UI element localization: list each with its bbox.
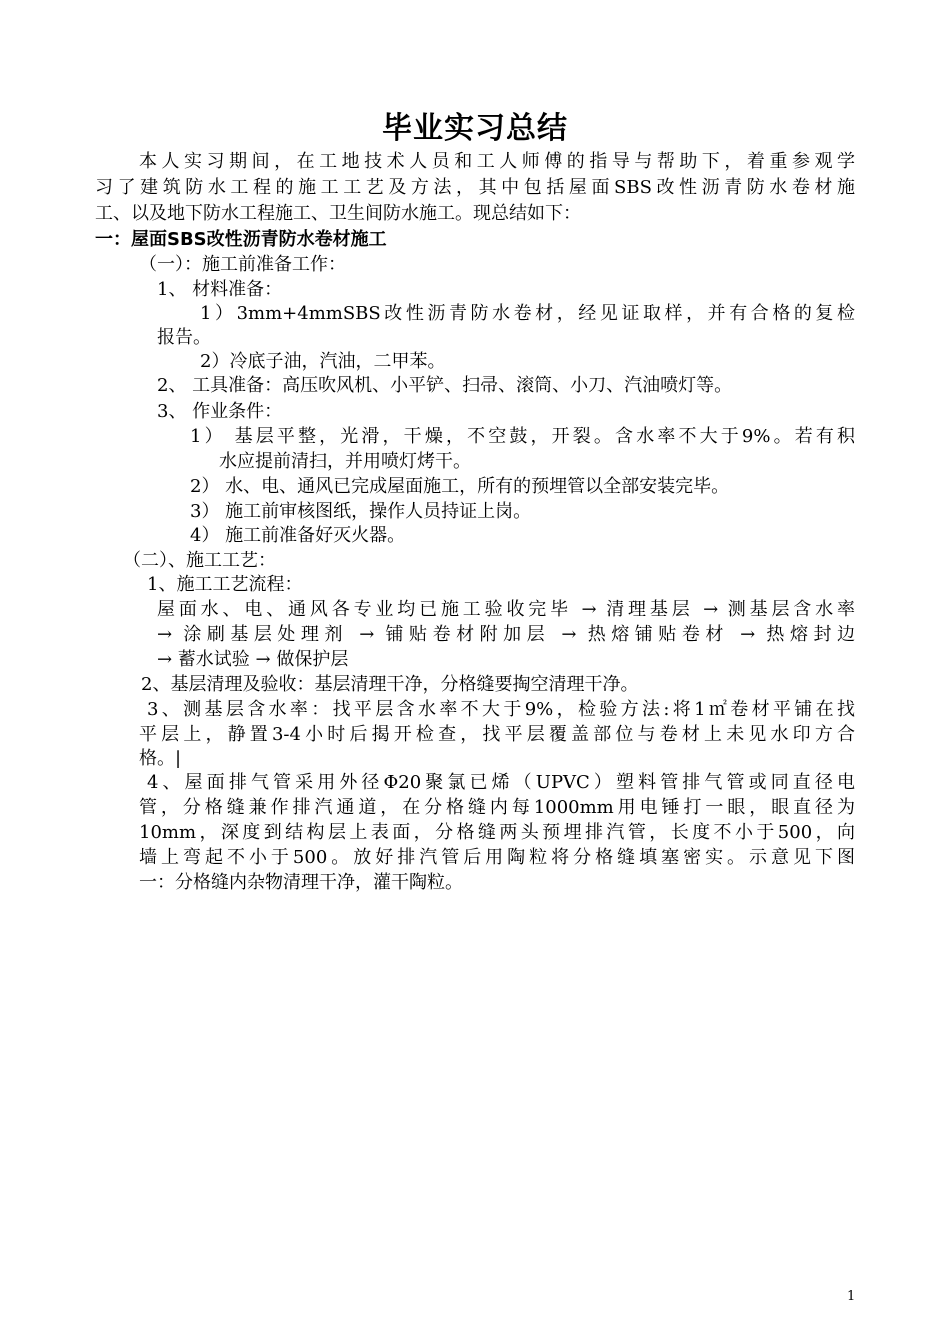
text-line: 2、基层清理及验收：基层清理干净，分格缝要掏空清理干净。 — [141, 674, 639, 695]
text-line: 1） 基层平整，光滑，干燥，不空鼓，开裂。含水率不大于9%。若有积 — [190, 426, 855, 447]
text-line: 3、 作业条件： — [157, 401, 283, 422]
text-line: 平层上，静置3-4小时后揭开检查，找平层覆盖部位与卷材上未见水印方合 — [139, 724, 855, 745]
text-line: 管，分格缝兼作排汽通道，在分格缝内每1000mm用电锤打一眼，眼直径为 — [139, 797, 855, 818]
text-line: 2）冷底子油，汽油，二甲苯。 — [200, 351, 446, 372]
text-line: 2、 工具准备：高压吹风机、小平铲、扫帚、滚筒、小刀、汽油喷灯等。 — [157, 375, 733, 396]
text-line: 10mm，深度到结构层上表面，分格缝两头预埋排汽管，长度不小于500，向 — [139, 822, 855, 843]
text-line: 本人实习期间，在工地技术人员和工人师傅的指导与帮助下，着重参观学 — [139, 151, 855, 172]
text-line: 4、屋面排气管采用外径Φ20聚氯已烯（UPVC）塑料管排气管或同直径电 — [147, 772, 855, 793]
text-line: 1、施工工艺流程： — [147, 574, 303, 595]
text-line: 4） 施工前准备好灭火器。 — [190, 525, 406, 546]
text-line: 2） 水、电、通风已完成屋面施工，所有的预埋管以全部安装完毕。 — [190, 476, 730, 497]
subsection-heading: （二）、施工工艺： — [123, 550, 276, 571]
subsection-heading: （一）：施工前准备工作： — [139, 254, 346, 275]
text-line: 报告。 — [157, 327, 211, 348]
text-line: → 蓄水试验 → 做保护层 — [157, 649, 349, 670]
text-line: 1）3mm+4mmSBS改性沥青防水卷材，经见证取样，并有合格的复检 — [200, 303, 855, 324]
text-line: 3） 施工前审核图纸，操作人员持证上岗。 — [190, 501, 532, 522]
text-line: 工、以及地下防水工程施工、卫生间防水施工。现总结如下： — [95, 203, 581, 224]
text-line: 3、测基层含水率：找平层含水率不大于9%，检验方法:将1㎡卷材平铺在找 — [147, 699, 855, 720]
document-title: 毕业实习总结 — [382, 111, 568, 146]
text-line: 墙上弯起不小于500。放好排汽管后用陶粒将分格缝填塞密实。示意见下图 — [139, 847, 855, 868]
text-line: 1、 材料准备： — [157, 279, 283, 300]
page-number: 1 — [847, 1289, 856, 1304]
text-line: 屋面水、电、通风各专业均已施工验收完毕 → 清理基层 → 测基层含水率 — [157, 599, 855, 620]
text-line: 水应提前清扫，并用喷灯烤干。 — [219, 451, 471, 472]
text-line: 格。| — [139, 748, 182, 769]
text-line: 一：分格缝内杂物清理干净，灌干陶粒。 — [139, 872, 463, 893]
text-line: → 涂刷基层处理剂 → 铺贴卷材附加层 → 热熔铺贴卷材 → 热熔封边 — [157, 624, 855, 645]
section-heading: 一：屋面SBS改性沥青防水卷材施工 — [95, 229, 387, 250]
text-line: 习了建筑防水工程的施工工艺及方法，其中包括屋面SBS改性沥青防水卷材施 — [95, 177, 855, 198]
